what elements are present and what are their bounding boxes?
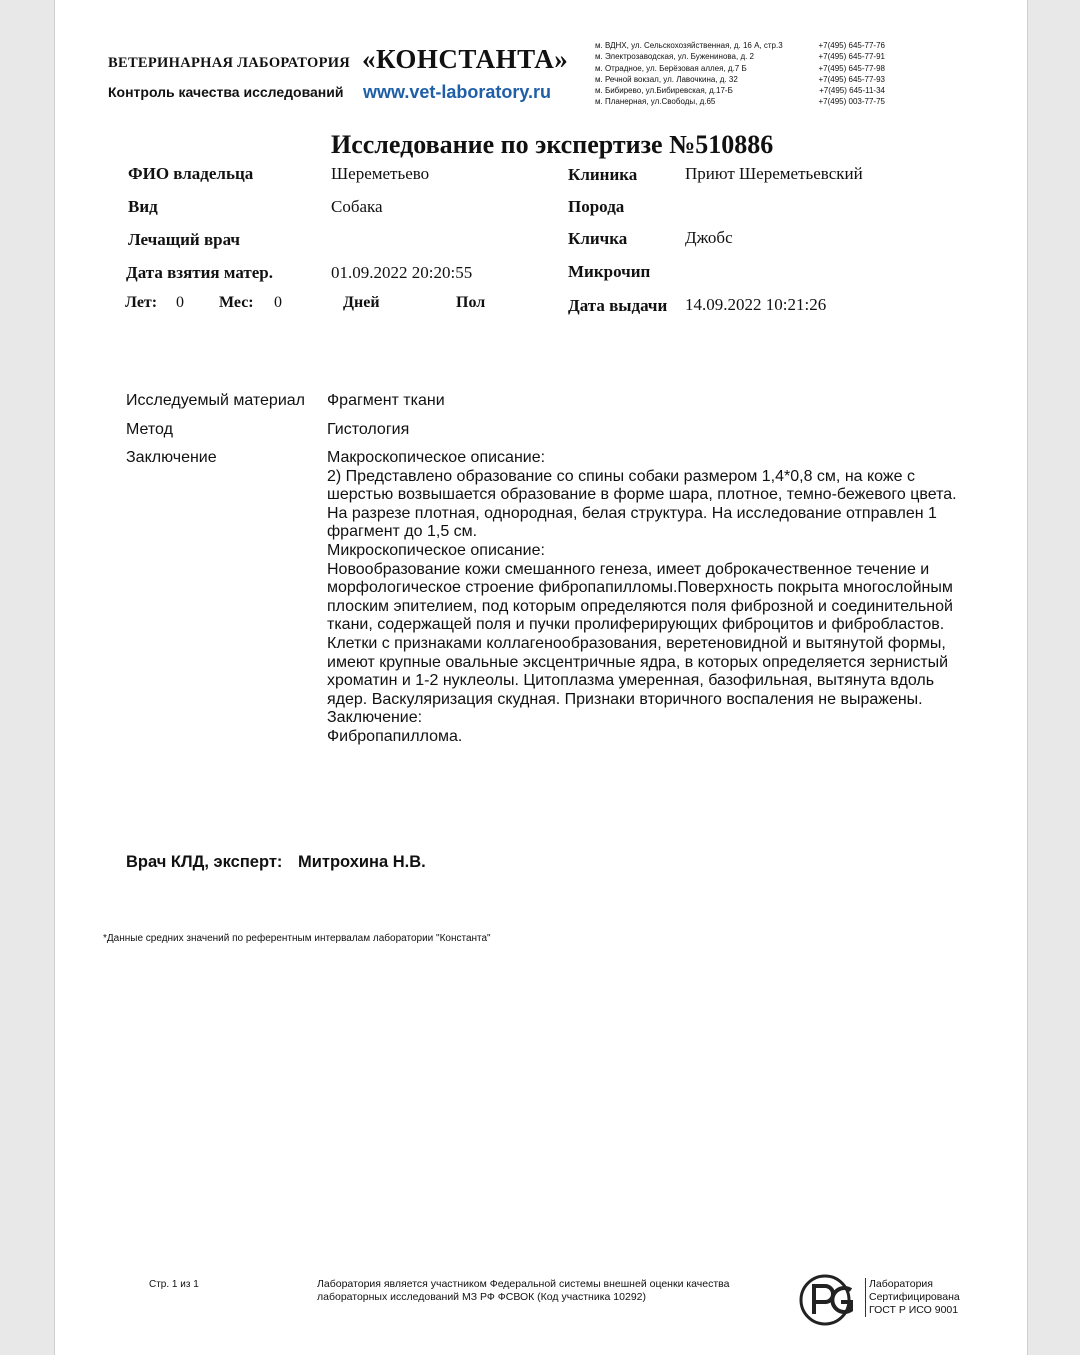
address-row: [595, 74, 885, 85]
clinic-value: Приют Шереметьевский: [685, 164, 863, 183]
days-label: Дней: [343, 294, 380, 311]
address-text: м. ВДНХ, ул. Сельскохозяйственная, д. 16 А, стр.3: [595, 41, 783, 50]
lab-brand: «КОНСТАНТА»: [362, 44, 569, 74]
address-text: м. Планерная, ул.Свободы, д.65: [595, 97, 716, 107]
issue-date-value: 14.09.2022 10:21:26: [685, 295, 827, 314]
signer-name: Митрохина Н.В.: [298, 853, 426, 871]
sample-date-label: Дата взятия матер.: [126, 263, 273, 282]
species-label: Вид: [128, 197, 158, 216]
document-title: Исследование по экспертизе №510886: [331, 130, 774, 159]
address-row: [595, 51, 885, 62]
address-list: [595, 40, 885, 108]
address-phone: +7(495) 645-77-91: [818, 52, 885, 62]
material-value: Фрагмент ткани: [327, 392, 445, 409]
species-value: Собака: [331, 197, 383, 216]
page-number: Стр. 1 из 1: [149, 1279, 199, 1290]
address-text: м. Речной вокзал, ул. Лавочкина, д. 32: [595, 74, 738, 84]
address-text: м. Бибирево, ул.Бибиревская, д.17-Б: [595, 86, 733, 96]
address-text: м. Отрадное, ул. Берёзовая аллея, д.7 Б: [595, 63, 747, 73]
cert-line: ГОСТ Р ИСО 9001: [869, 1304, 959, 1316]
months-label: Мес:: [219, 294, 254, 311]
fsvok-note: [317, 1278, 787, 1304]
lab-title: ВЕТЕРИНАРНАЯ ЛАБОРАТОРИЯ: [108, 55, 351, 71]
breed-label: Порода: [568, 197, 625, 216]
years-value: 0: [176, 294, 184, 311]
nickname-value: Джобс: [685, 228, 733, 247]
conclusion-line: Новообразование кожи смешанного генеза, имеет доброкачественное течение и морфологическое строение фибропапилломы.Поверхность покрыта многослойным плоским эпителием, под которым определяются поля фиброзной и соединительной ткани, содержащей поля и пучки пролиферирующих фиброцитов и фибробластов. Клетки с признаками коллагенообразования, веретеновидной и вытянутой формы, имеют крупные овальные эксцентричные ядра, в которых определяется зернистый хроматин и 1-2 нуклеолы. Цитоплазма умеренная, базофильная, вытянута вдоль ядер. Васкуляризация скудная. Признаки вторичного воспаления не выражены.: [327, 560, 953, 708]
owner-value: Шереметьево: [331, 164, 430, 183]
address-row: [595, 40, 885, 51]
conclusion-line: Фибропапиллома.: [327, 727, 463, 745]
months-value: 0: [274, 294, 282, 311]
cert-line: Сертифицирована: [869, 1291, 960, 1303]
conclusion-label: Заключение: [126, 449, 217, 466]
conclusion-line: 2) Представлено образование со спины собаки размером 1,4*0,8 см, на коже с шерстью возвышается образование в форме шара, плотное, темно-бежевого цвета. На разрезе плотная, однородная, белая структура. На исследование отправлен 1 фрагмент до 1,5 см.: [327, 467, 957, 541]
lab-subtitle: Контроль качества исследований: [108, 84, 344, 100]
fsvok-line: лабораторных исследований МЗ РФ ФСВОК (Код участника 10292): [317, 1291, 647, 1303]
conclusion-text: [327, 449, 977, 747]
method-value: Гистология: [327, 421, 410, 438]
years-label: Лет:: [125, 294, 158, 311]
document-page: [54, 0, 1028, 1355]
conclusion-line: Макроскопическое описание:: [327, 449, 546, 466]
nickname-label: Кличка: [568, 229, 628, 248]
certification-logo-icon: [797, 1272, 865, 1328]
address-row: [595, 85, 885, 96]
address-phone: +7(495) 645-77-93: [818, 74, 885, 84]
signer-label: Врач КЛД, эксперт:: [126, 853, 283, 871]
address-phone: +7(495) 645-77-98: [818, 63, 885, 73]
conclusion-line: Микроскопическое описание:: [327, 541, 545, 559]
address-text: м. Электрозаводская, ул. Буженинова, д. 2: [595, 52, 755, 62]
address-phone: +7(495) 645-11-34: [819, 86, 885, 96]
address-phone: +7(495) 003-77-75: [818, 97, 885, 107]
owner-label: ФИО владельца: [128, 164, 254, 183]
clinic-label: Клиника: [568, 165, 638, 184]
conclusion-line: Заключение:: [327, 709, 423, 727]
address-row: [595, 63, 885, 74]
sample-date-value: 01.09.2022 20:20:55: [331, 263, 473, 282]
doctor-label: Лечащий врач: [128, 230, 240, 249]
address-phone: +7(495) 645-77-76: [818, 41, 885, 50]
lab-website-link[interactable]: www.vet-laboratory.ru: [363, 82, 552, 102]
issue-date-label: Дата выдачи: [568, 296, 668, 315]
certification-text: [865, 1278, 960, 1317]
reference-footnote: *Данные средних значений по референтным интервалам лаборатории "Константа": [103, 933, 491, 944]
material-label: Исследуемый материал: [126, 392, 305, 409]
cert-line: Лаборатория: [869, 1278, 933, 1290]
chip-label: Микрочип: [568, 262, 651, 281]
method-label: Метод: [126, 421, 173, 438]
fsvok-line: Лаборатория является участником Федеральной системы внешней оценки качества: [317, 1278, 730, 1290]
address-row: [595, 96, 885, 107]
sex-label: Пол: [456, 294, 486, 311]
